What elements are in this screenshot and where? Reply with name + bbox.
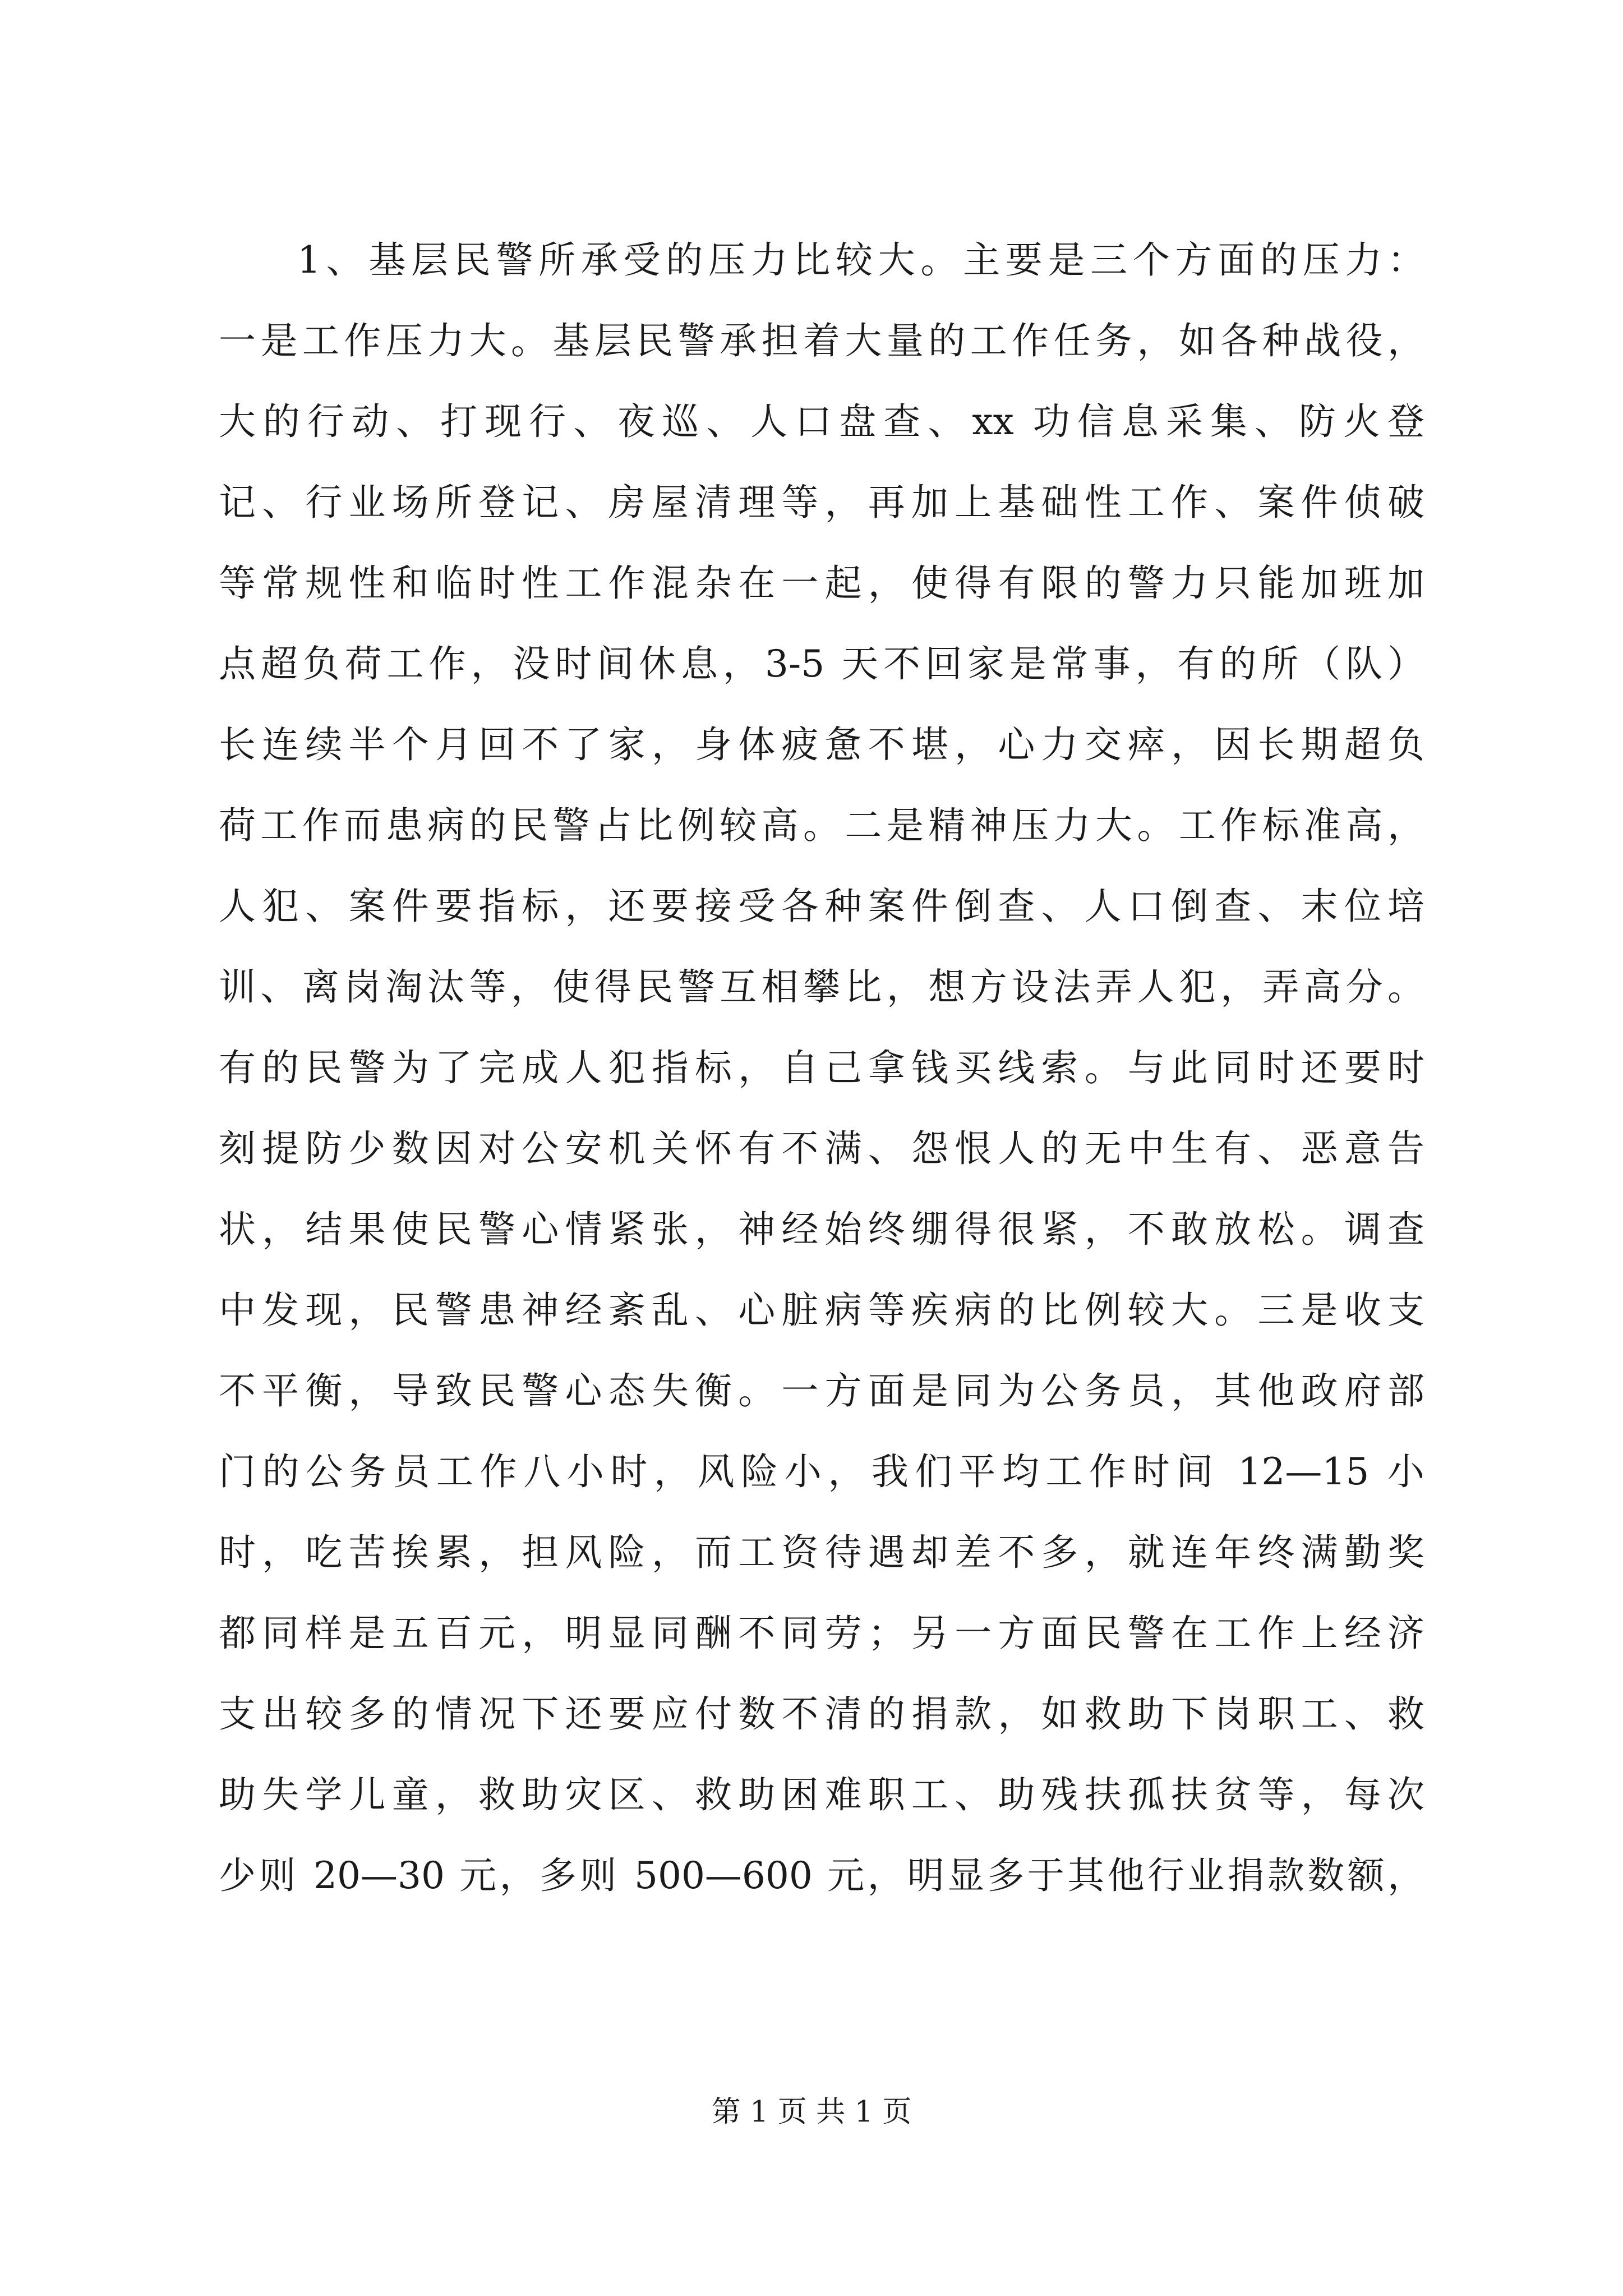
text-line: 等常规性和临时性工作混杂在一起，使得有限的警力只能加班加: [219, 562, 1424, 605]
text-line: 记、行业场所登记、房屋清理等，再加上基础性工作、案件侦破: [219, 481, 1424, 524]
text-line: 都同样是五百元，明显同酬不同劳；另一方面民警在工作上经济: [219, 1612, 1424, 1655]
text-line: 训、离岗淘汰等，使得民警互相攀比，想方设法弄人犯，弄高分。: [219, 965, 1424, 1009]
text-line: 点超负荷工作，没时间休息，3-5 天不回家是常事，有的所（队）: [219, 642, 1424, 685]
text-line: 中发现，民警患神经紊乱、心脏病等疾病的比例较大。三是收支: [219, 1289, 1424, 1332]
text-line: 少则 20—30 元，多则 500—600 元，明显多于其他行业捐款数额，: [219, 1854, 1424, 1897]
text-line: 1、基层民警所承受的压力比较大。主要是三个方面的压力：: [297, 238, 1424, 282]
text-line: 荷工作而患病的民警占比例较高。二是精神压力大。工作标准高，: [219, 804, 1424, 847]
text-line: 支出较多的情况下还要应付数不清的捐款，如救助下岗职工、救: [219, 1692, 1424, 1736]
text-line: 长连续半个月回不了家，身体疲惫不堪，心力交瘁，因长期超负: [219, 723, 1424, 766]
page-footer: [0, 2092, 1623, 2132]
text-line: 一是工作压力大。基层民警承担着大量的工作任务，如各种战役，: [219, 319, 1424, 362]
text-line: 大的行动、打现行、夜巡、人口盘查、xx 功信息采集、防火登: [219, 400, 1424, 443]
text-line: 不平衡，导致民警心态失衡。一方面是同为公务员，其他政府部: [219, 1369, 1424, 1412]
text-line: 状，结果使民警心情紧张，神经始终绷得很紧，不敢放松。调查: [219, 1208, 1424, 1251]
text-line: 人犯、案件要指标，还要接受各种案件倒查、人口倒查、末位培: [219, 885, 1424, 928]
text-line: 时，吃苦挨累，担风险，而工资待遇却差不多，就连年终满勤奖: [219, 1531, 1424, 1574]
text-line: 助失学儿童，救助灾区、救助困难职工、助残扶孤扶贫等，每次: [219, 1773, 1424, 1816]
text-line: 有的民警为了完成人犯指标，自己拿钱买线索。与此同时还要时: [219, 1046, 1424, 1089]
text-line: 门的公务员工作八小时，风险小，我们平均工作时间 12—15 小: [219, 1450, 1424, 1493]
body-paragraph: [219, 220, 1424, 1916]
text-line: 刻提防少数因对公安机关怀有不满、怨恨人的无中生有、恶意告: [219, 1127, 1424, 1170]
page-number-label: 第 1 页 共 1 页: [711, 2095, 912, 2129]
